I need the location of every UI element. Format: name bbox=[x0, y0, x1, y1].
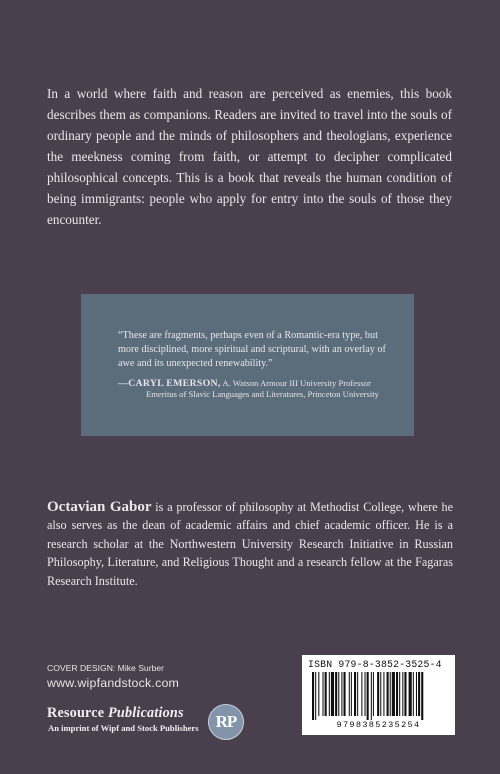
cover-design-credit: COVER DESIGN: Mike Surber bbox=[47, 663, 164, 673]
barcode-bar bbox=[396, 672, 398, 716]
isbn-digits: 9798385235254 bbox=[336, 720, 421, 730]
barcode-bar bbox=[402, 672, 403, 716]
book-description: In a world where faith and reason are perceived as enemies, this book describes them as companions. Readers are invited to travel into the souls of ordinary people and the minds of philosophers and theologians, experience the meekness coming from faith, or attempt to decipher complicated philosophical concepts. This is a book that reveals the human condition of being immigrants: people who apply for entry into the souls of those they encounter. bbox=[47, 86, 452, 227]
isbn-label: ISBN 979-8-3852-3525-4 bbox=[308, 659, 442, 670]
barcode-bar bbox=[373, 672, 374, 716]
barcode-bar bbox=[404, 672, 406, 716]
barcode-bar bbox=[413, 672, 414, 716]
barcode-bar bbox=[325, 672, 327, 716]
credits bbox=[47, 663, 179, 691]
endorser-title: A. Watson Armour III University Professor bbox=[222, 377, 371, 388]
barcode-bar bbox=[312, 672, 314, 720]
barcode-bar bbox=[387, 672, 389, 716]
barcode-bar bbox=[365, 672, 366, 716]
barcode-bar bbox=[341, 672, 342, 716]
barcode-bar bbox=[354, 672, 356, 716]
barcode-icon bbox=[308, 672, 449, 720]
barcode-bar bbox=[329, 672, 330, 716]
endorser-name: —CARYL EMERSON, bbox=[118, 377, 221, 389]
barcode-bar bbox=[367, 672, 369, 720]
barcode-bar bbox=[361, 672, 362, 716]
publisher-imprint: An imprint of Wipf and Stock Publishers bbox=[48, 723, 199, 733]
barcode-bar bbox=[318, 672, 319, 716]
barcode-bar bbox=[344, 672, 346, 716]
endorsement-box bbox=[81, 294, 414, 436]
author-name: Octavian Gabor bbox=[47, 499, 152, 515]
endorsement-quote: “These are fragments, perhaps even of a Romantic-era type, but more disciplined, more spiritual and scriptural, with an overlay of awe and its unexpected renewability.” bbox=[118, 330, 386, 370]
barcode-bar bbox=[418, 672, 420, 716]
endorsement-attribution bbox=[118, 378, 390, 389]
publisher-name: Resource Publications bbox=[47, 705, 184, 721]
publisher-logo-icon: RP bbox=[208, 704, 244, 740]
publisher-website: www.wipfandstock.com bbox=[47, 676, 180, 690]
barcode-bar bbox=[416, 672, 417, 716]
barcode-bar bbox=[377, 672, 379, 716]
author-bio bbox=[47, 498, 453, 590]
barcode-bar bbox=[331, 672, 334, 716]
barcode-bar bbox=[409, 672, 412, 716]
barcode-bar bbox=[399, 672, 400, 716]
barcode-bar bbox=[380, 672, 381, 716]
barcode-bar bbox=[338, 672, 339, 716]
barcode-bar bbox=[357, 672, 358, 716]
barcode-bar bbox=[315, 672, 316, 720]
endorser-affiliation: Emeritus of Slavic Languages and Literatures, Princeton University bbox=[146, 388, 379, 399]
barcode-bar bbox=[371, 672, 372, 720]
barcode-bar bbox=[349, 672, 350, 716]
barcode-bar bbox=[335, 672, 337, 716]
author-bio-text: is a professor of philosophy at Methodist College, where he also serves as the dean of academic affairs and chief academic officer. He is a research scholar at the Northwestern University Research Initiative in Russian Philosophy, Literature, and Religious Thought and a research fellow at the Fagaras Research Institute. bbox=[47, 500, 454, 588]
barcode-bar bbox=[323, 672, 324, 716]
isbn-barcode bbox=[302, 655, 455, 735]
barcode-bar bbox=[421, 672, 423, 720]
barcode-bar bbox=[351, 672, 352, 716]
barcode-bar bbox=[392, 672, 395, 716]
barcode-bar bbox=[383, 672, 384, 716]
barcode-bar bbox=[390, 672, 391, 716]
